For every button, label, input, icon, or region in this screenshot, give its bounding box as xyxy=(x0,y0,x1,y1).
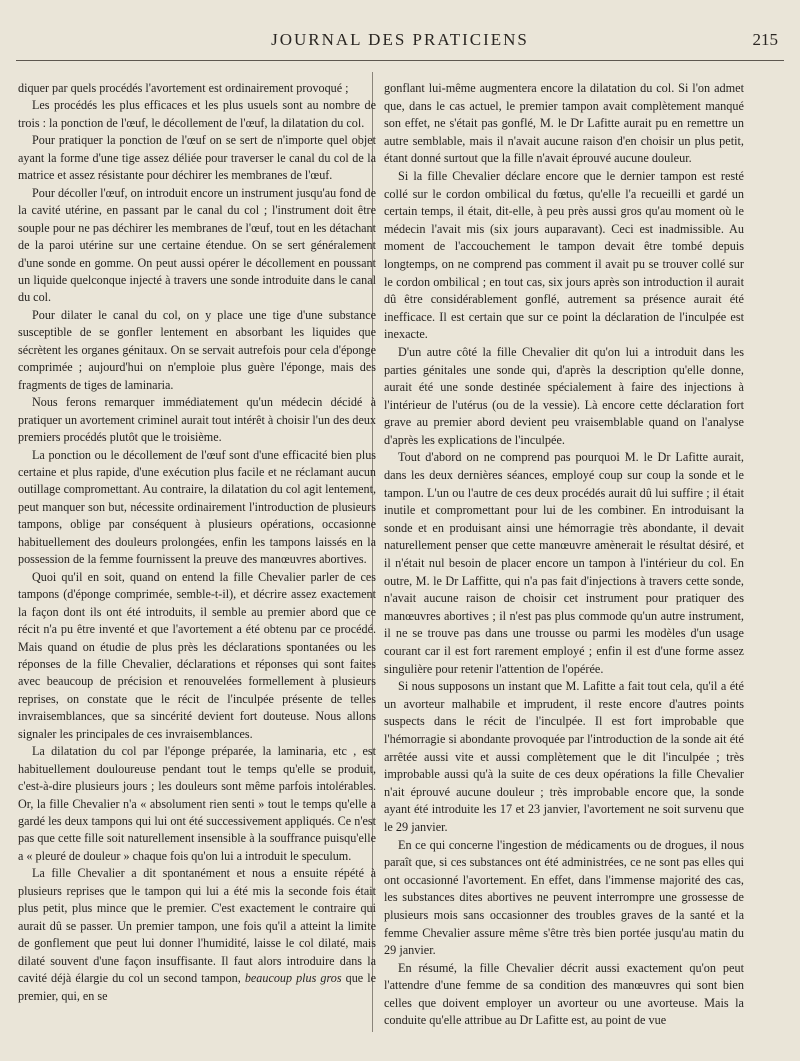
paragraph-tail: que le premier, qui, en se xyxy=(18,971,376,1003)
paragraph: gonflant lui-même augmentera encore la dilatation du col. Si l'on admet que, dans le cas actuel, le premier tampon avait complètement manqué son effet, ne s'était pas gonflé, M. le Dr Lafitte aurait pu en remettre un autre semblable, mais il n'avait aucune raison d'en choisir un plus petit, étant donné surtout que la fille n'avait éprouvé aucune douleur. xyxy=(384,81,744,166)
paragraph: La ponction ou le décollement de l'œuf sont d'une efficacité bien plus certaine et plus rapide, d'une exécution plus facile et ne réclamant aucun outillage compromettant. Au contraire, la dilatation du col agit lentement, peut manquer son but, nécessite ordinairement l'introduction de plusieurs tampons, oblige par conséquent à plusieurs opérations, occasionne habituellement des douleurs prolongées, enfin les tampons laissés en la possession de la femme fournissent la preuve des manœuvres abortives. xyxy=(18,447,376,567)
paragraph: Si nous supposons un instant que M. Lafitte a fait tout cela, qu'il a été un avorteur malhabile et imprudent, il reste encore d'autres points suspects dans le récit de l'inculpée. Il est fort improbable que l'hémorragie si abondante provoquée par l'introduction de la sonde ait été arrêtée aussi vite et aussi complètement que le dit l'inculpée ; très improbable aussi qu'à la suite de ces deux opérations la fille Chevalier n'ait éprouvé aucune douleur ; très improbable encore que, la sonde ayant été introduite les 17 et 23 janvier, l'avortement ne soit survenu que le 29 janvier. xyxy=(384,679,744,834)
page-header xyxy=(0,30,800,56)
paragraph: En résumé, la fille Chevalier décrit aussi exactement qu'on peut l'attendre d'une femme de sa condition des manœuvres qui sont bien celles que doivent employer un avorteur ou une avorteuse. Mais la conduite qu'elle attribue au Dr Lafitte est, au point de vue xyxy=(384,960,744,1028)
paragraph: Nous ferons remarquer immédiatement qu'un médecin décidé à pratiquer un avortement criminel aurait tout intérêt à choisir l'un des deux premiers procédés plutôt que le troisième. xyxy=(18,395,376,445)
paragraph: La dilatation du col par l'éponge préparée, la laminaria, etc , est habituellement douloureuse pendant tout le temps qu'elle se produit, c'est-à-dire plusieurs jours ; les douleurs sont même parfois intolérables. Or, la fille Chevalier n'a « absolument rien senti » tout le temps qu'elle a gardé les deux tampons qui lui ont été successivement appliqués. Ce n'est pas que cette fille soit naturellement insensible à la souffrance puisqu'elle a « pleuré de douleur » chaque fois qu'on lui a introduit le speculum. xyxy=(18,744,376,863)
right-column xyxy=(384,80,744,1030)
paragraph: Tout d'abord on ne comprend pas pourquoi M. le Dr Lafitte aurait, dans les deux dernières séances, employé coup sur coup la sonde et le tampon. L'un ou l'autre de ces deux procédés aurait dû lui suffire ; il était inutile et compromettant pour lui de les combiner. En introduisant la sonde et en produisant ainsi une hémorragie très abondante, il devait naturellement penser que cette manœuvre amènerait le résultat désiré, et il n'était nul besoin de placer encore un tampon à l'intérieur du col. En outre, M. le Dr Laffitte, qui n'a pas fait d'injections à travers cette sonde, n'avait aucune raison de choisir cet instrument pour pratiquer des manœuvres abortives ; il n'est pas plus commode qu'un autre instrument, il ne se trouve pas dans une trousse ou parmi les modèles d'un usage courant car il est fort rarement employé ; enfin il est d'une forme assez singulière pour retenir l'attention de l'opérée. xyxy=(384,450,744,676)
paragraph-text: La fille Chevalier a dit spontanément et nous a ensuite répété à plusieurs reprises que le tampon qui lui a été mis la seconde fois était plus petit, plus mince que le premier. C'est exactement le contraire qui aurait dû se passer. Un premier tampon, une fois qu'il a atteint la limite de gonflement que peut lui donner l'humidité, laisse le col dilaté, mais dilaté souvent d'une façon insuffisante. Il faut alors introduire dans la cavité déjà élargie du col un second tampon, xyxy=(18,866,376,986)
paragraph: Si la fille Chevalier déclare encore que le dernier tampon est resté collé sur le cordon ombilical du fœtus, qu'elle l'a recueilli et gardé un certain temps, il était, dit-elle, à peu près aussi gros qu'au moment où le médecin l'avait mis (six jours auparavant). Ceci est inadmissible. Au moment de l'accouchement le tampon devait être tombé depuis longtemps, on ne comprend pas comment il avait pu se trouver collé sur le cordon ombilical ; en tout cas, six jours après son introduction il aurait dû être considérablement gonflé, autrement sa présence aurait été inefficace. Il est certain que sur ce point la déclaration de l'inculpée est inexacte. xyxy=(384,168,744,342)
paragraph: Pour dilater le canal du col, on y place une tige d'une substance susceptible de se gonfler lentement en absorbant les liquides que sécrètent les organes génitaux. On se servait autrefois pour cela d'éponge comprimée ; aujourd'hui on n'emploie plus guère l'éponge, mais des fragments de tiges de laminaria. xyxy=(18,307,376,392)
header-rule xyxy=(16,60,784,61)
paragraph-last xyxy=(18,865,376,1005)
italic-phrase: beaucoup plus gros xyxy=(244,971,342,986)
running-title: JOURNAL DES PRATICIENS xyxy=(271,30,529,49)
left-column xyxy=(18,80,376,1005)
paragraph: Quoi qu'il en soit, quand on entend la fille Chevalier parler de ces tampons (d'éponge comprimée, semble-t-il), et décrire assez exactement la façon dont ils ont été introduits, il semble au premier abord que ce récit n'a pu être inventé et que l'avortement a été obtenu par ce procédé. Mais quand on étudie de plus près les déclarations spontanées ou les réponses de la fille Chevalier, déclarations et réponses qui sont faites avec beaucoup de précision et renouvelées formellement à plusieurs reprises, on constate que le récit de l'inculpée présente de telles invraisemblances, que sa sincérité devient fort douteuse. Nous allons signaler les principales de ces invraisemblances. xyxy=(18,569,376,741)
paragraph: En ce qui concerne l'ingestion de médicaments ou de drogues, il nous paraît que, si ces substances ont été administrées, ce ne sont pas elles qui ont occasionné l'avortement. En effet, dans l'immense majorité des cas, les substances dites abortives ne peuvent interrompre une grossesse de plusieurs mois sans occasionner des troubles graves de la santé et la femme Chevalier assure même s'être très bien portée jusqu'au matin du 29 janvier. xyxy=(384,837,744,958)
paragraph: D'un autre côté la fille Chevalier dit qu'on lui a introduit dans les parties génitales une sonde qui, d'après la description qu'elle donne, aurait été une sonde destinée spécialement à faire des injections à l'intérieur de l'utérus (ou de la vessie). Là encore cette déclaration fort grave au premier abord devient peu vraisemblable quand on l'analyse d'après les explications de l'inculpée. xyxy=(384,344,744,447)
paragraph: diquer par quels procédés l'avortement est ordinairement provoqué ; xyxy=(18,81,349,95)
paragraph: Les procédés les plus efficaces et les plus usuels sont au nombre de trois : la ponction de l'œuf, le décollement de l'œuf, la dilatation du col. xyxy=(18,98,376,130)
paragraph: Pour pratiquer la ponction de l'œuf on se sert de n'importe quel objet ayant la forme d'une tige assez déliée pour traverser le canal du col de la matrice et assez résistante pour déchirer les membranes de l'œuf. xyxy=(18,133,376,183)
page-number: 215 xyxy=(752,30,778,49)
paragraph: Pour décoller l'œuf, on introduit encore un instrument jusqu'au fond de la cavité utérine, en passant par le canal du col ; l'instrument doit être souple pour ne pas déchirer les membranes de l'œuf, tout en les détachant de la paroi utérine sur une certaine étendue. On se sert généralement d'une sonde en gomme. On peut aussi opérer le décollement en poussant un liquide quelconque injecté à travers une sonde introduite dans le canal du col. xyxy=(18,185,376,305)
